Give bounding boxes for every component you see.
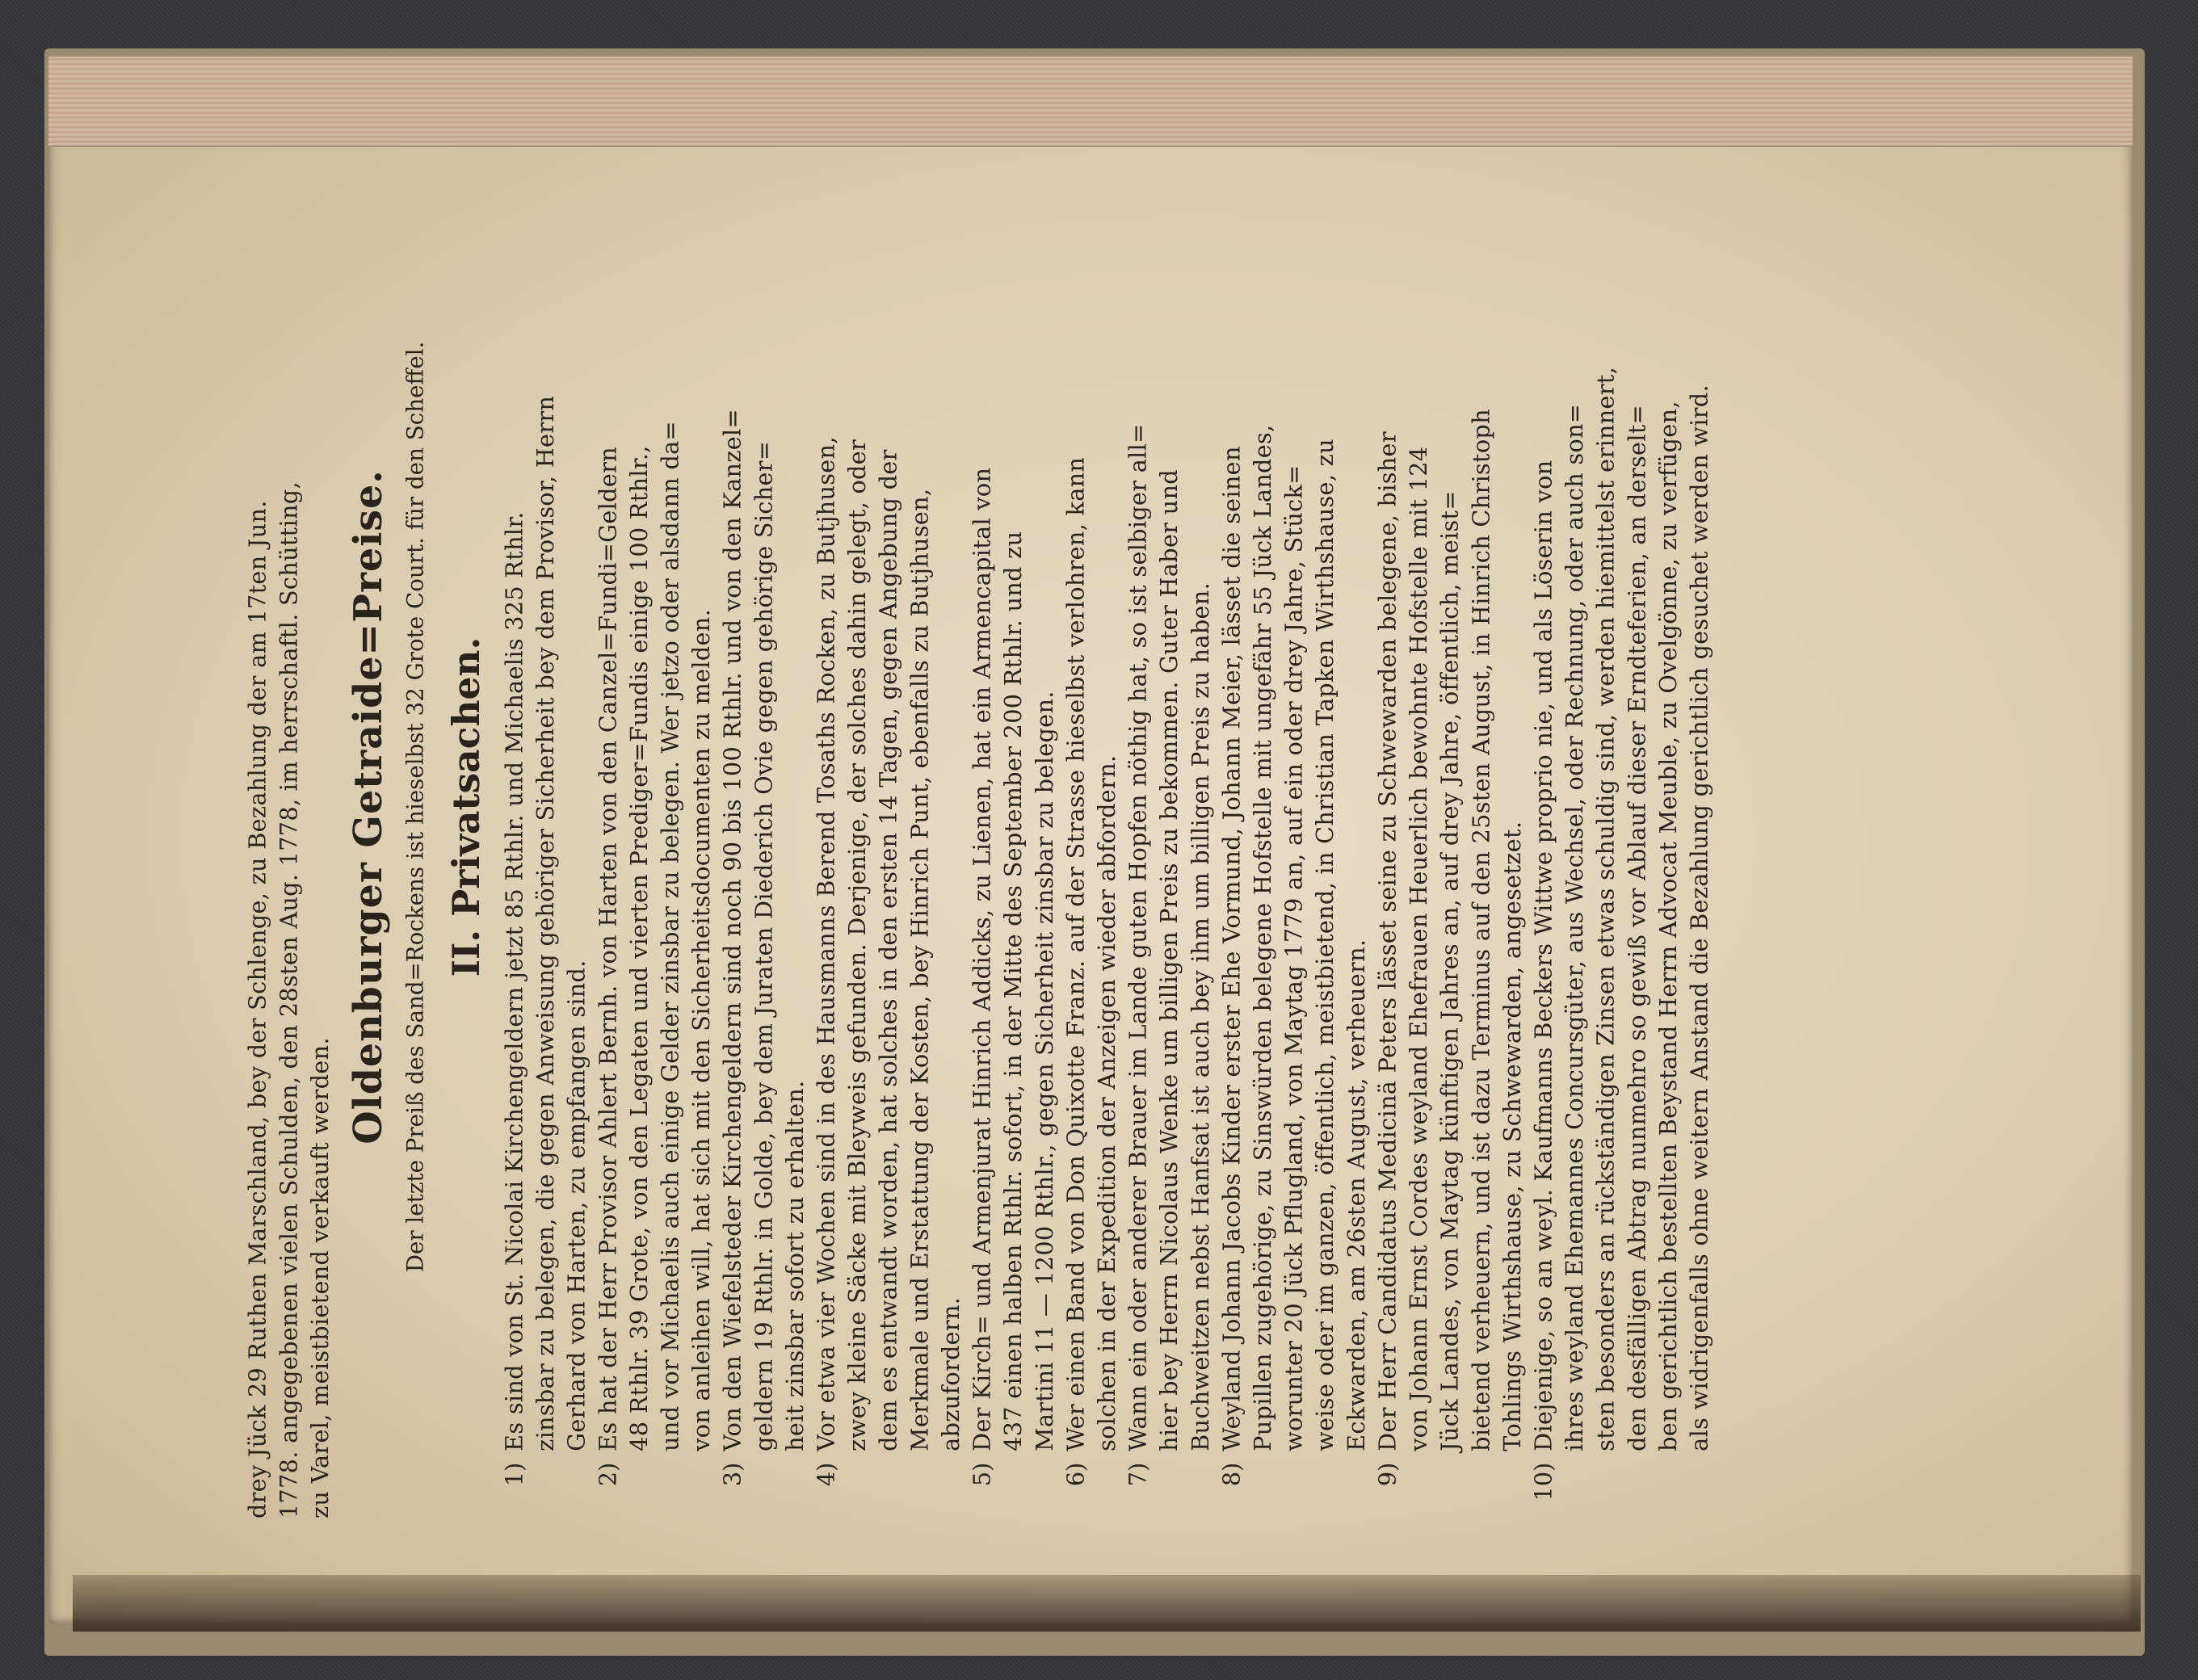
- entry-line: Es sind von St. Nicolai Kirchengeldern jetzt 85 Rthlr. und Michaelis 325 Rthlr.: [500, 511, 528, 1451]
- entry-line: zwey kleine Säcke mit Bleyweis gefunden. Derjenige, der solches dahin gelegt, oder: [843, 439, 872, 1451]
- entry-text: [1528, 95, 1716, 1451]
- entry-line: Der Herr Candidatus Medicinä Peters lässet seine zu Schwewarden belegene, bisher: [1373, 431, 1402, 1451]
- entry-line: Buchweitzen nebst Hanfsat ist auch bey ihm um billigen Preis zu haben.: [1187, 582, 1214, 1451]
- entry-line: den desfälligen Abtrag nunmehro so gewiß vor Ablauf dieser Erndteferien, an derselt=: [1623, 404, 1651, 1451]
- entry-9: [1372, 95, 1528, 1518]
- entry-number: 5): [968, 1462, 996, 1487]
- entry-line: weise oder im ganzen, öffentlich, meistbietend, in Christian Tapken Wirthshause, zu: [1311, 439, 1339, 1451]
- entry-text: [1372, 95, 1528, 1451]
- entry-line: ben gerichtlich bestellten Beystand Herrn Advocat Meuble, zu Ovelgönne, zu verfügen,: [1654, 401, 1682, 1451]
- heading-grain-prices: Oldenburger Getraide=Preise.: [346, 469, 392, 1144]
- entry-6: [1061, 95, 1123, 1518]
- entry-line: Gerhard von Harten, zu empfangen sind.: [562, 960, 590, 1451]
- entry-5: [967, 95, 1061, 1518]
- intro-line: zu Varel, meistbietend verkauft werden.: [306, 1037, 334, 1518]
- entry-7: [1123, 95, 1217, 1518]
- grain-price-line: Der letzte Preiß des Sand=Rockens ist hieselbst 32 Grote Court. für den Scheffel.: [401, 341, 429, 1273]
- entry-line: hier bey Herrn Nicolaus Wenke um billigen Preis zu bekommen. Guter Haber und: [1155, 469, 1183, 1451]
- entry-number: 2): [594, 1462, 622, 1487]
- entry-line: Wer einen Band von Don Quixotte Franz. auf der Strasse hieselbst verlohren, kann: [1061, 456, 1090, 1451]
- entry-line: ihres weyland Ehemannes Concursgüter, aus Wechsel, oder Rechnung, oder auch son=: [1561, 403, 1588, 1451]
- entry-line: worunter 20 Jück Pflugland, von Maytag 1779 an, auf ein oder drey Jahre, Stück=: [1280, 464, 1308, 1451]
- entry-line: heit zinsbar sofort zu erhalten.: [781, 1080, 809, 1451]
- entry-line: dem es entwandt worden, hat solches in den ersten 14 Tagen, gegen Angebung der: [875, 449, 902, 1451]
- entry-number: 3): [718, 1462, 746, 1487]
- entry-text: [811, 95, 967, 1451]
- entry-number: 9): [1373, 1462, 1402, 1487]
- entry-2: [593, 95, 717, 1518]
- entry-line: bietend verheuern, und ist dazu Terminus auf den 25sten August, in Hinrich Christoph: [1467, 409, 1495, 1451]
- entry-line: Diejenige, so an weyl. Kaufmanns Beckers Wittwe proprio nie, und als Löserin von: [1529, 460, 1557, 1451]
- entry-text: [967, 95, 1061, 1451]
- entry-number: 6): [1061, 1462, 1090, 1487]
- entry-line: Wann ein oder anderer Brauer im Lande guten Hopfen nöthig hat, so ist selbiger all=: [1124, 423, 1152, 1451]
- entry-line: solchen in der Expedition der Anzeigen wieder abfordern.: [1093, 754, 1120, 1451]
- entry-text: [499, 95, 593, 1451]
- entry-number: 7): [1124, 1462, 1152, 1487]
- entry-number: 10): [1529, 1462, 1557, 1502]
- entry-line: abzufordern.: [937, 1296, 965, 1451]
- intro-line: drey Jück 29 Ruthen Marschland, bey der Schlenge, zu Bezahlung der am 17ten Jun.: [243, 500, 271, 1518]
- entry-line: Martini 11 — 1200 Rthlr., gegen Sicherheit zinsbar zu belegen.: [1031, 691, 1058, 1451]
- entry-line: Merkmale und Erstattung der Kosten, bey Hinrich Punt, ebenfalls zu Butjhusen,: [906, 488, 934, 1451]
- rotated-text-frame: [242, 81, 1858, 1518]
- entry-line: Von den Wiefelsteder Kirchengeldern sind noch 90 bis 100 Rthlr. und von den Kanzel=: [718, 409, 746, 1451]
- entry-8: [1217, 95, 1372, 1518]
- entry-line: Tohlings Wirthshause, zu Schwewarden, angesetzet.: [1498, 821, 1526, 1451]
- entry-line: Der Kirch= und Armenjurat Hinrich Addicks, zu Lienen, hat ein Armencapital von: [968, 467, 996, 1451]
- entry-line: 48 Rthlr. 39 Grote, von den Legaten und vierten Prediger=Fundis einige 100 Rthlr.,: [625, 445, 653, 1451]
- entry-line: geldern 19 Rthlr. in Golde, bey dem Juraten Diederich Ovie gegen gehörige Sicher=: [750, 440, 778, 1451]
- entry-10: [1528, 95, 1716, 1518]
- heading-private-matters: II. Privatsachen.: [444, 636, 488, 977]
- entry-line: Vor etwa vier Wochen sind in des Hausmanns Berend Tosaths Rocken, zu Butjhusen,: [812, 436, 840, 1451]
- page-text-column: [242, 95, 1826, 1518]
- entry-3: [717, 95, 811, 1518]
- entry-4: [811, 95, 967, 1518]
- entry-line: Eckwarden, am 26sten August, verheuern.: [1343, 939, 1370, 1451]
- binding-gutter: [73, 1575, 2141, 1632]
- entry-line: Jück Landes, von Maytag künftigen Jahres an, auf drey Jahre, öffentlich, meist=: [1435, 490, 1464, 1451]
- entry-line: Pupillen zugehörige, zu Sinswürden belegene Hofstelle mit ungefähr 55 Jück Landes,: [1249, 424, 1276, 1451]
- intro-paragraph: [242, 95, 336, 1518]
- entry-line: von anleihen will, hat sich mit den Sicherheitsdocumenten zu melden.: [687, 608, 716, 1451]
- entry-line: und vor Michaelis auch einige Gelder zinsbar zu belegen. Wer jetzo oder alsdann da=: [656, 421, 684, 1451]
- entry-text: [717, 95, 811, 1451]
- entry-text: [1123, 95, 1217, 1451]
- entry-line: sten besonders an rückständigen Zinsen etwas schuldig sind, werden hiemittelst erinnert,: [1591, 366, 1620, 1451]
- entry-number: 4): [812, 1462, 840, 1487]
- entry-line: 437 einen halben Rthlr. sofort, in der Mitte des September 200 Rthlr. und zu: [999, 531, 1028, 1451]
- entry-number: 8): [1217, 1462, 1246, 1487]
- entry-number: 1): [500, 1462, 528, 1487]
- entry-line: von Johann Ernst Cordes weyland Ehefrauen Heuerlich bewohnte Hofstelle mit 124: [1405, 446, 1432, 1451]
- entry-text: [1061, 95, 1123, 1451]
- entry-text: [593, 95, 717, 1451]
- entries-list: [499, 95, 1716, 1518]
- entry-1: [499, 95, 593, 1518]
- entry-line: als widrigenfalls ohne weitern Anstand die Bezahlung gerichtlich gesuchet werden wird.: [1685, 384, 1713, 1451]
- intro-line: 1778. angegebenen vielen Schulden, den 28sten Aug. 1778, im herrschaftl. Schütting,: [275, 481, 303, 1518]
- entry-line: Weyland Johann Jacobs Kinder erster Ehe Vormund, Johann Meier, lässet die seinen: [1217, 446, 1246, 1451]
- entry-line: Es hat der Herr Provisor Ahlert Bernh. von Harten von den Canzel=Fundi=Geldern: [594, 447, 622, 1451]
- entry-line: zinsbar zu belegen, die gegen Anweisung gehöriger Sicherheit bey dem Provisor, Herrn: [532, 395, 559, 1451]
- entry-text: [1217, 95, 1372, 1451]
